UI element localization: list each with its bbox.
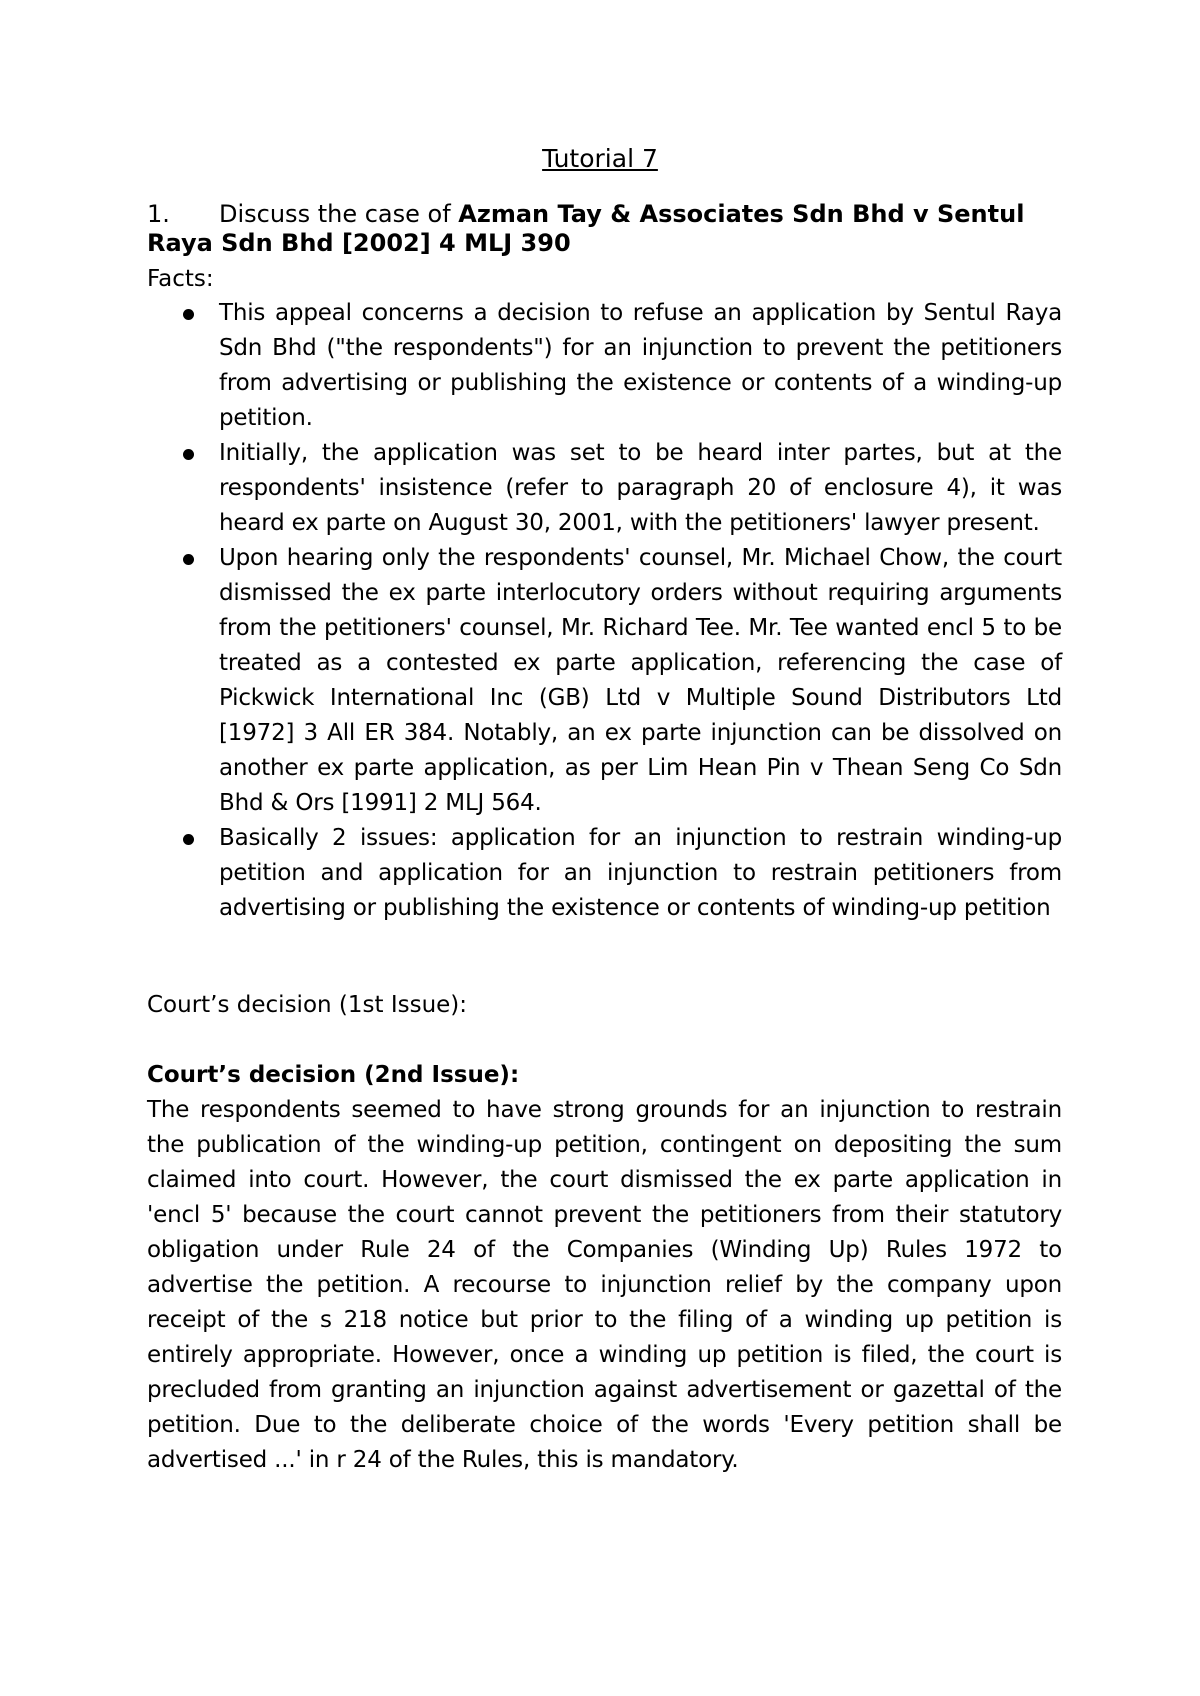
bullet-icon (183, 834, 194, 845)
fact-text: Initially, the application was set to be heard inter partes, but at the respondents' insistence (refer to paragraph 20 of enclosure 4), it was heard ex parte on August 30, 2001, with the petitioners' lawyer present. (219, 440, 1062, 536)
facts-list-item (147, 296, 1062, 436)
bullet-icon (183, 554, 194, 565)
question-prefix: Discuss the case of (219, 200, 459, 228)
decision-2-body: The respondents seemed to have strong grounds for an injunction to restrain the publication of the winding-up petition, contingent on depositing the sum claimed into court. However, the court dismissed the ex parte application in 'encl 5' because the court cannot prevent the petitioners from their statutory obligation under Rule 24 of the Companies (Winding Up) Rules 1972 to advertise the petition. A recourse to injunction relief by the company upon receipt of the s 218 notice but prior to the filing of a winding up petition is entirely appropriate. However, once a winding up petition is filed, the court is precluded from granting an injunction against advertisement or gazettal of the petition. Due to the deliberate choice of the words 'Every petition shall be advertised ...' in r 24 of the Rules, this is mandatory. (147, 1097, 1062, 1473)
fact-text: Upon hearing only the respondents' counsel, Mr. Michael Chow, the court dismissed the ex parte interlocutory orders without requiring arguments from the petitioners' counsel, Mr. Richard Tee. Mr. Tee wanted encl 5 to be treated as a contested ex parte application, referencing the case of Pickwick International Inc (GB) Ltd v Multiple Sound Distributors Ltd [1972] 3 All ER 384. Notably, an ex parte injunction can be dissolved on another ex parte application, as per Lim Hean Pin v Thean Seng Co Sdn Bhd & Ors [1991] 2 MLJ 564. (219, 545, 1062, 816)
bullet-icon (183, 449, 194, 460)
decision-2-label: Court’s decision (2nd Issue): (147, 1062, 520, 1088)
question-number: 1. (147, 200, 170, 228)
facts-list (147, 296, 1062, 926)
bullet-icon (183, 309, 194, 320)
facts-label: Facts: (147, 266, 214, 292)
facts-list-item (147, 541, 1062, 821)
decision-1-label: Court’s decision (1st Issue): (147, 992, 468, 1018)
fact-text: This appeal concerns a decision to refuse an application by Sentul Raya Sdn Bhd ("the respondents") for an injunction to prevent the petitioners from advertising or publishing the existence or contents of a winding-up petition. (219, 300, 1062, 431)
facts-list-item (147, 821, 1062, 926)
facts-list-item (147, 436, 1062, 541)
page-title: Tutorial 7 (542, 144, 658, 173)
fact-text: Basically 2 issues: application for an injunction to restrain winding-up petition and application for an injunction to restrain petitioners from advertising or publishing the existence or contents of winding-up petition (219, 825, 1062, 921)
case-name: Azman Tay & Associates Sdn Bhd v Sentul Raya Sdn Bhd [2002] 4 MLJ 390 (147, 200, 1025, 257)
question-heading (147, 200, 1067, 258)
